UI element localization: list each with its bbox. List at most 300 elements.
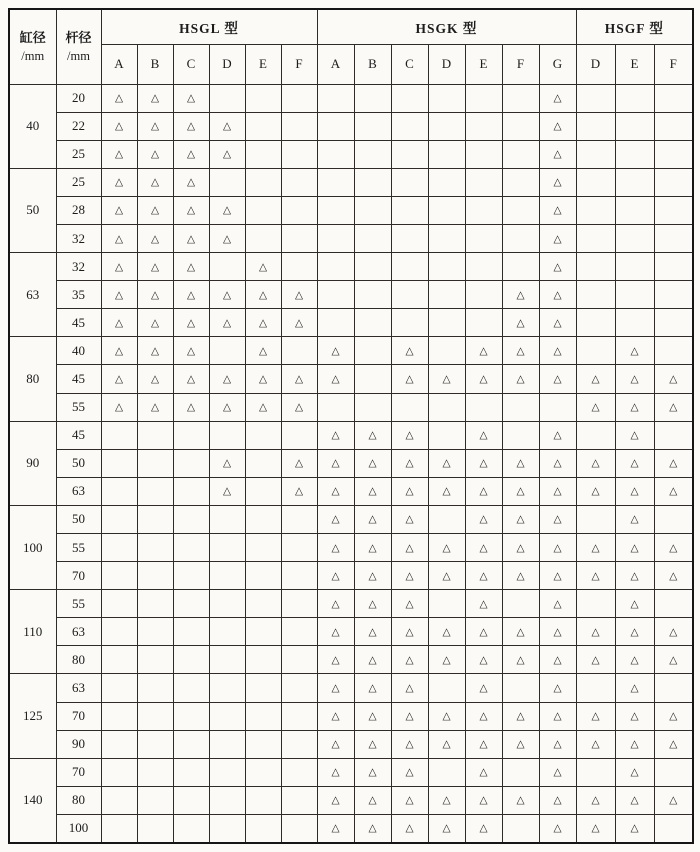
availability-mark-cell: △ xyxy=(245,253,281,281)
empty-cell xyxy=(245,730,281,758)
availability-mark-cell: △ xyxy=(576,449,615,477)
rod-cell: 45 xyxy=(56,309,101,337)
empty-cell xyxy=(245,477,281,505)
empty-cell xyxy=(281,562,317,590)
empty-cell xyxy=(101,562,137,590)
empty-cell xyxy=(354,196,391,224)
empty-cell xyxy=(101,534,137,562)
availability-mark-cell: △ xyxy=(539,646,576,674)
empty-cell xyxy=(654,590,693,618)
table-row xyxy=(9,112,693,140)
availability-mark-cell: △ xyxy=(465,786,502,814)
availability-mark-cell: △ xyxy=(465,365,502,393)
empty-cell xyxy=(502,814,539,842)
empty-cell xyxy=(101,786,137,814)
table-row xyxy=(9,224,693,252)
empty-cell xyxy=(173,814,209,842)
availability-mark-cell: △ xyxy=(245,393,281,421)
empty-cell xyxy=(576,84,615,112)
empty-cell xyxy=(615,140,654,168)
empty-cell xyxy=(245,140,281,168)
empty-cell xyxy=(209,562,245,590)
empty-cell xyxy=(576,140,615,168)
empty-cell xyxy=(391,393,428,421)
availability-mark-cell: △ xyxy=(209,196,245,224)
column-letter-hsgl-A: A xyxy=(101,44,137,84)
availability-mark-cell: △ xyxy=(173,196,209,224)
empty-cell xyxy=(317,393,354,421)
bore-cell: 110 xyxy=(9,590,56,674)
empty-cell xyxy=(281,814,317,842)
availability-mark-cell: △ xyxy=(654,477,693,505)
empty-cell xyxy=(245,505,281,533)
empty-cell xyxy=(354,140,391,168)
column-letter-hsgk-D: D xyxy=(428,44,465,84)
empty-cell xyxy=(209,702,245,730)
availability-mark-cell: △ xyxy=(317,590,354,618)
empty-cell xyxy=(354,112,391,140)
empty-cell xyxy=(101,590,137,618)
availability-mark-cell: △ xyxy=(539,196,576,224)
empty-cell xyxy=(281,337,317,365)
availability-mark-cell: △ xyxy=(502,309,539,337)
availability-mark-cell: △ xyxy=(465,590,502,618)
availability-mark-cell: △ xyxy=(137,337,173,365)
availability-mark-cell: △ xyxy=(101,168,137,196)
availability-mark-cell: △ xyxy=(615,562,654,590)
empty-cell xyxy=(317,281,354,309)
empty-cell xyxy=(317,224,354,252)
empty-cell xyxy=(101,814,137,842)
empty-cell xyxy=(428,253,465,281)
rod-cell: 80 xyxy=(56,786,101,814)
availability-mark-cell: △ xyxy=(391,534,428,562)
availability-mark-cell: △ xyxy=(615,758,654,786)
empty-cell xyxy=(137,786,173,814)
empty-cell xyxy=(465,112,502,140)
availability-mark-cell: △ xyxy=(173,337,209,365)
availability-mark-cell: △ xyxy=(317,646,354,674)
empty-cell xyxy=(317,253,354,281)
availability-mark-cell: △ xyxy=(101,196,137,224)
availability-mark-cell: △ xyxy=(576,814,615,842)
empty-cell xyxy=(101,449,137,477)
availability-mark-cell: △ xyxy=(137,393,173,421)
availability-mark-cell: △ xyxy=(173,393,209,421)
availability-mark-cell: △ xyxy=(539,224,576,252)
empty-cell xyxy=(137,477,173,505)
rod-cell: 70 xyxy=(56,758,101,786)
empty-cell xyxy=(465,84,502,112)
empty-cell xyxy=(173,646,209,674)
empty-cell xyxy=(101,730,137,758)
empty-cell xyxy=(654,421,693,449)
empty-cell xyxy=(465,140,502,168)
table-row xyxy=(9,365,693,393)
rod-cell: 55 xyxy=(56,534,101,562)
empty-cell xyxy=(173,618,209,646)
empty-cell xyxy=(354,84,391,112)
availability-mark-cell: △ xyxy=(576,393,615,421)
availability-mark-cell: △ xyxy=(539,112,576,140)
empty-cell xyxy=(654,168,693,196)
empty-cell xyxy=(245,590,281,618)
empty-cell xyxy=(391,168,428,196)
bore-cell: 100 xyxy=(9,505,56,589)
table-row xyxy=(9,590,693,618)
rod-cell: 50 xyxy=(56,505,101,533)
availability-mark-cell: △ xyxy=(465,534,502,562)
empty-cell xyxy=(391,112,428,140)
empty-cell xyxy=(281,253,317,281)
bore-cell: 140 xyxy=(9,758,56,842)
rod-cell: 55 xyxy=(56,393,101,421)
table-row xyxy=(9,646,693,674)
table-body xyxy=(9,84,693,843)
rod-cell: 25 xyxy=(56,168,101,196)
availability-mark-cell: △ xyxy=(391,730,428,758)
availability-mark-cell: △ xyxy=(539,702,576,730)
empty-cell xyxy=(354,365,391,393)
availability-mark-cell: △ xyxy=(209,477,245,505)
availability-mark-cell: △ xyxy=(354,562,391,590)
empty-cell xyxy=(654,505,693,533)
empty-cell xyxy=(317,112,354,140)
availability-mark-cell: △ xyxy=(465,674,502,702)
empty-cell xyxy=(245,112,281,140)
empty-cell xyxy=(428,674,465,702)
column-letter-hsgf-D: D xyxy=(576,44,615,84)
availability-mark-cell: △ xyxy=(137,281,173,309)
availability-mark-cell: △ xyxy=(173,112,209,140)
rod-cell: 50 xyxy=(56,449,101,477)
availability-mark-cell: △ xyxy=(101,253,137,281)
column-letter-hsgl-F: F xyxy=(281,44,317,84)
availability-mark-cell: △ xyxy=(209,224,245,252)
empty-cell xyxy=(209,646,245,674)
availability-mark-cell: △ xyxy=(576,562,615,590)
empty-cell xyxy=(245,534,281,562)
empty-cell xyxy=(654,196,693,224)
empty-cell xyxy=(281,646,317,674)
availability-mark-cell: △ xyxy=(576,618,615,646)
availability-mark-cell: △ xyxy=(654,786,693,814)
column-letter-hsgl-D: D xyxy=(209,44,245,84)
availability-mark-cell: △ xyxy=(654,730,693,758)
rod-cell: 40 xyxy=(56,337,101,365)
empty-cell xyxy=(428,309,465,337)
availability-mark-cell: △ xyxy=(101,84,137,112)
table-row xyxy=(9,814,693,842)
availability-mark-cell: △ xyxy=(209,112,245,140)
availability-mark-cell: △ xyxy=(391,618,428,646)
empty-cell xyxy=(576,224,615,252)
availability-mark-cell: △ xyxy=(539,758,576,786)
column-letter-hsgk-A: A xyxy=(317,44,354,84)
availability-mark-cell: △ xyxy=(428,534,465,562)
empty-cell xyxy=(137,618,173,646)
table-row xyxy=(9,730,693,758)
availability-mark-cell: △ xyxy=(101,140,137,168)
availability-mark-cell: △ xyxy=(391,562,428,590)
availability-mark-cell: △ xyxy=(173,365,209,393)
column-letter-hsgl-B: B xyxy=(137,44,173,84)
availability-mark-cell: △ xyxy=(576,730,615,758)
empty-cell xyxy=(576,309,615,337)
empty-cell xyxy=(502,168,539,196)
empty-cell xyxy=(502,758,539,786)
availability-mark-cell: △ xyxy=(245,281,281,309)
empty-cell xyxy=(654,112,693,140)
availability-mark-cell: △ xyxy=(502,562,539,590)
table-row xyxy=(9,758,693,786)
availability-mark-cell: △ xyxy=(465,337,502,365)
empty-cell xyxy=(465,224,502,252)
empty-cell xyxy=(281,84,317,112)
availability-mark-cell: △ xyxy=(502,730,539,758)
availability-mark-cell: △ xyxy=(209,393,245,421)
table-row xyxy=(9,505,693,533)
empty-cell xyxy=(245,196,281,224)
availability-mark-cell: △ xyxy=(137,365,173,393)
empty-cell xyxy=(317,168,354,196)
availability-mark-cell: △ xyxy=(391,702,428,730)
availability-mark-cell: △ xyxy=(281,477,317,505)
empty-cell xyxy=(502,112,539,140)
availability-mark-cell: △ xyxy=(615,814,654,842)
column-letter-hsgf-E: E xyxy=(615,44,654,84)
availability-mark-cell: △ xyxy=(615,590,654,618)
availability-mark-cell: △ xyxy=(539,253,576,281)
bore-cell: 50 xyxy=(9,168,56,252)
header-row-groups xyxy=(9,9,693,44)
empty-cell xyxy=(245,618,281,646)
header-unit: /mm xyxy=(67,49,90,64)
availability-mark-cell: △ xyxy=(173,140,209,168)
empty-cell xyxy=(654,140,693,168)
empty-cell xyxy=(391,281,428,309)
empty-cell xyxy=(101,702,137,730)
rod-diameter-header xyxy=(56,9,101,84)
empty-cell xyxy=(281,168,317,196)
empty-cell xyxy=(173,786,209,814)
type-group-label-1: HSGK 型 xyxy=(317,9,576,44)
empty-cell xyxy=(101,758,137,786)
empty-cell xyxy=(209,84,245,112)
availability-mark-cell: △ xyxy=(654,365,693,393)
empty-cell xyxy=(576,196,615,224)
empty-cell xyxy=(654,309,693,337)
availability-mark-cell: △ xyxy=(539,674,576,702)
availability-mark-cell: △ xyxy=(137,253,173,281)
availability-mark-cell: △ xyxy=(173,84,209,112)
bore-cell: 40 xyxy=(9,84,56,168)
empty-cell xyxy=(428,758,465,786)
availability-mark-cell: △ xyxy=(428,786,465,814)
availability-mark-cell: △ xyxy=(428,618,465,646)
availability-mark-cell: △ xyxy=(391,758,428,786)
bore-cell: 90 xyxy=(9,421,56,505)
availability-mark-cell: △ xyxy=(354,618,391,646)
table-row xyxy=(9,534,693,562)
empty-cell xyxy=(137,421,173,449)
empty-cell xyxy=(317,196,354,224)
availability-mark-cell: △ xyxy=(539,618,576,646)
availability-mark-cell: △ xyxy=(654,646,693,674)
availability-mark-cell: △ xyxy=(245,337,281,365)
empty-cell xyxy=(391,309,428,337)
empty-cell xyxy=(465,196,502,224)
empty-cell xyxy=(502,224,539,252)
empty-cell xyxy=(209,814,245,842)
availability-mark-cell: △ xyxy=(465,477,502,505)
availability-mark-cell: △ xyxy=(391,421,428,449)
empty-cell xyxy=(465,168,502,196)
empty-cell xyxy=(465,253,502,281)
table-row xyxy=(9,281,693,309)
column-letter-hsgk-E: E xyxy=(465,44,502,84)
empty-cell xyxy=(615,253,654,281)
availability-mark-cell: △ xyxy=(101,309,137,337)
availability-mark-cell: △ xyxy=(354,421,391,449)
empty-cell xyxy=(354,393,391,421)
empty-cell xyxy=(137,646,173,674)
empty-cell xyxy=(317,140,354,168)
empty-cell xyxy=(428,84,465,112)
empty-cell xyxy=(391,140,428,168)
availability-mark-cell: △ xyxy=(465,730,502,758)
table-row xyxy=(9,562,693,590)
empty-cell xyxy=(137,674,173,702)
availability-mark-cell: △ xyxy=(502,365,539,393)
empty-cell xyxy=(428,590,465,618)
availability-mark-cell: △ xyxy=(245,365,281,393)
empty-cell xyxy=(654,337,693,365)
empty-cell xyxy=(428,421,465,449)
availability-mark-cell: △ xyxy=(502,618,539,646)
empty-cell xyxy=(428,140,465,168)
empty-cell xyxy=(654,224,693,252)
empty-cell xyxy=(391,224,428,252)
availability-mark-cell: △ xyxy=(354,730,391,758)
empty-cell xyxy=(209,758,245,786)
availability-mark-cell: △ xyxy=(428,814,465,842)
empty-cell xyxy=(576,674,615,702)
availability-mark-cell: △ xyxy=(317,562,354,590)
empty-cell xyxy=(281,196,317,224)
table-row xyxy=(9,337,693,365)
table-row xyxy=(9,309,693,337)
table-row xyxy=(9,477,693,505)
empty-cell xyxy=(281,112,317,140)
availability-mark-cell: △ xyxy=(539,168,576,196)
empty-cell xyxy=(576,281,615,309)
empty-cell xyxy=(654,758,693,786)
empty-cell xyxy=(173,505,209,533)
empty-cell xyxy=(173,449,209,477)
empty-cell xyxy=(245,562,281,590)
empty-cell xyxy=(101,477,137,505)
availability-mark-cell: △ xyxy=(615,365,654,393)
availability-mark-cell: △ xyxy=(391,646,428,674)
empty-cell xyxy=(173,477,209,505)
empty-cell xyxy=(281,786,317,814)
empty-cell xyxy=(465,393,502,421)
availability-mark-cell: △ xyxy=(281,309,317,337)
availability-mark-cell: △ xyxy=(209,140,245,168)
availability-mark-cell: △ xyxy=(539,281,576,309)
availability-mark-cell: △ xyxy=(502,702,539,730)
empty-cell xyxy=(317,84,354,112)
availability-mark-cell: △ xyxy=(101,281,137,309)
availability-mark-cell: △ xyxy=(465,618,502,646)
availability-mark-cell: △ xyxy=(615,449,654,477)
availability-mark-cell: △ xyxy=(209,365,245,393)
availability-mark-cell: △ xyxy=(539,730,576,758)
availability-mark-cell: △ xyxy=(615,421,654,449)
empty-cell xyxy=(354,309,391,337)
availability-mark-cell: △ xyxy=(317,449,354,477)
availability-mark-cell: △ xyxy=(209,449,245,477)
availability-mark-cell: △ xyxy=(465,814,502,842)
empty-cell xyxy=(245,646,281,674)
availability-mark-cell: △ xyxy=(137,168,173,196)
availability-mark-cell: △ xyxy=(654,562,693,590)
type-group-label-0: HSGL 型 xyxy=(101,9,317,44)
empty-cell xyxy=(101,618,137,646)
availability-mark-cell: △ xyxy=(173,309,209,337)
availability-mark-cell: △ xyxy=(281,365,317,393)
empty-cell xyxy=(502,84,539,112)
empty-cell xyxy=(654,84,693,112)
type-group-label-2: HSGF 型 xyxy=(576,9,693,44)
empty-cell xyxy=(281,758,317,786)
empty-cell xyxy=(576,253,615,281)
column-letter-hsgl-C: C xyxy=(173,44,209,84)
rod-cell: 70 xyxy=(56,562,101,590)
availability-mark-cell: △ xyxy=(576,534,615,562)
availability-mark-cell: △ xyxy=(391,674,428,702)
availability-mark-cell: △ xyxy=(317,477,354,505)
availability-mark-cell: △ xyxy=(281,281,317,309)
availability-mark-cell: △ xyxy=(615,337,654,365)
rod-cell: 45 xyxy=(56,421,101,449)
empty-cell xyxy=(354,281,391,309)
empty-cell xyxy=(209,253,245,281)
empty-cell xyxy=(101,505,137,533)
table-row xyxy=(9,84,693,112)
empty-cell xyxy=(281,730,317,758)
availability-mark-cell: △ xyxy=(654,618,693,646)
availability-mark-cell: △ xyxy=(465,505,502,533)
availability-mark-cell: △ xyxy=(615,534,654,562)
empty-cell xyxy=(502,393,539,421)
header-unit: /mm xyxy=(21,49,45,64)
empty-cell xyxy=(654,281,693,309)
availability-mark-cell: △ xyxy=(502,786,539,814)
empty-cell xyxy=(173,590,209,618)
empty-cell xyxy=(137,505,173,533)
empty-cell xyxy=(281,618,317,646)
rod-cell: 25 xyxy=(56,140,101,168)
empty-cell xyxy=(245,786,281,814)
empty-cell xyxy=(209,590,245,618)
availability-mark-cell: △ xyxy=(391,337,428,365)
empty-cell xyxy=(245,674,281,702)
availability-mark-cell: △ xyxy=(317,674,354,702)
empty-cell xyxy=(502,590,539,618)
availability-mark-cell: △ xyxy=(101,112,137,140)
